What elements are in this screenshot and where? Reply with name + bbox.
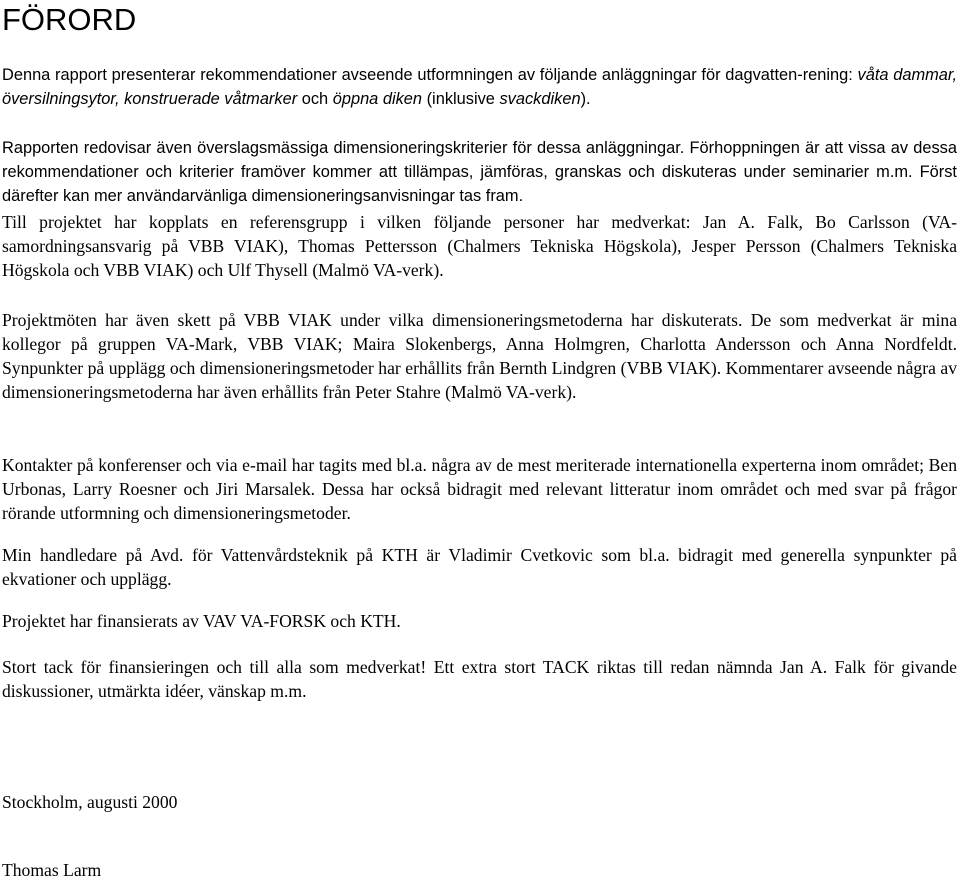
intro-italic-2: öppna diken — [332, 90, 423, 108]
paragraph-reference-group: Till projektet har kopplats en referensgrupp i vilken följande personer har medverkat: Jan A. Falk, Bo Carlsson (VA-samordningsansvarig på VBB VIAK), Thomas Pettersson (Chalmers Tekniska Högskola), Jesper Persson (Chalmers Tekniska Högskola och VBB VIAK) och Ulf Thysell (Malmö VA-verk). — [2, 212, 957, 280]
paragraph-project-meetings: Projektmöten har även skett på VBB VIAK under vilka dimensioneringsmetoderna har diskuterats. De som medverkat är mina kollegor på gruppen VA-Mark, VBB VIAK; Maira Slokenbergs, Anna Holmgren, Charlotta Andersson och Anna Nordfeldt. Synpunkter på upplägg och dimensioneringsmetoder har erhållits från Bernth Lindgren (VBB VIAK). Kommentarer avseende några av dimensioneringsmetoderna har även erhållits från Peter Stahre (Malmö VA-verk). — [2, 310, 957, 402]
paragraph-contacts: Kontakter på konferenser och via e-mail har tagits med bl.a. några av de mest meriterade internationella experterna inom området; Ben Urbonas, Larry Roesner och Jiri Marsalek. Dessa har också bidragit med relevant litteratur inom området och med svar på frågor rörande utformning och dimensioneringsmetoder. — [2, 455, 957, 523]
paragraph-supervisor: Min handledare på Avd. för Vattenvårdsteknik på KTH är Vladimir Cvetkovic som bl.a. bidragit med generella synpunkter på ekvationer och upplägg. — [2, 545, 957, 589]
place-and-date: Stockholm, augusti 2000 — [2, 792, 178, 812]
intro-text-4: ). — [580, 90, 591, 108]
paragraph-funding: Projektet har finansierats av VAV VA-FORSK och KTH. — [2, 611, 401, 631]
paragraph-criteria: Rapporten redovisar även överslagsmässiga dimensioneringskriterier för dessa anläggningar. Förhoppningen är att vissa av dessa rekommendationer och kriterier framöver kommer att tillämpas, jämföras, granskas och diskuteras under seminarier m.m. Först därefter kan mer användarvänliga dimensioneringsanvisningar tas fram. — [2, 139, 957, 205]
intro-text-3: (inklusive — [422, 90, 500, 108]
intro-italic-1: våta dammar, översilningsytor, konstruerade våtmarker — [2, 66, 958, 108]
intro-italic-3: svackdiken — [499, 90, 581, 108]
author-name: Thomas Larm — [2, 860, 102, 880]
page-title: FÖRORD — [2, 2, 137, 37]
intro-text-2: och — [297, 90, 333, 108]
paragraph-intro — [2, 63, 957, 111]
paragraph-thanks: Stort tack för finansieringen och till alla som medverkat! Ett extra stort TACK riktas till redan nämnda Jan A. Falk för givande diskussioner, utmärkta idéer, vänskap m.m. — [2, 657, 957, 701]
intro-text-1: Denna rapport presenterar rekommendationer avseende utformningen av följande anläggningar för dagvatten-rening: — [2, 66, 858, 84]
